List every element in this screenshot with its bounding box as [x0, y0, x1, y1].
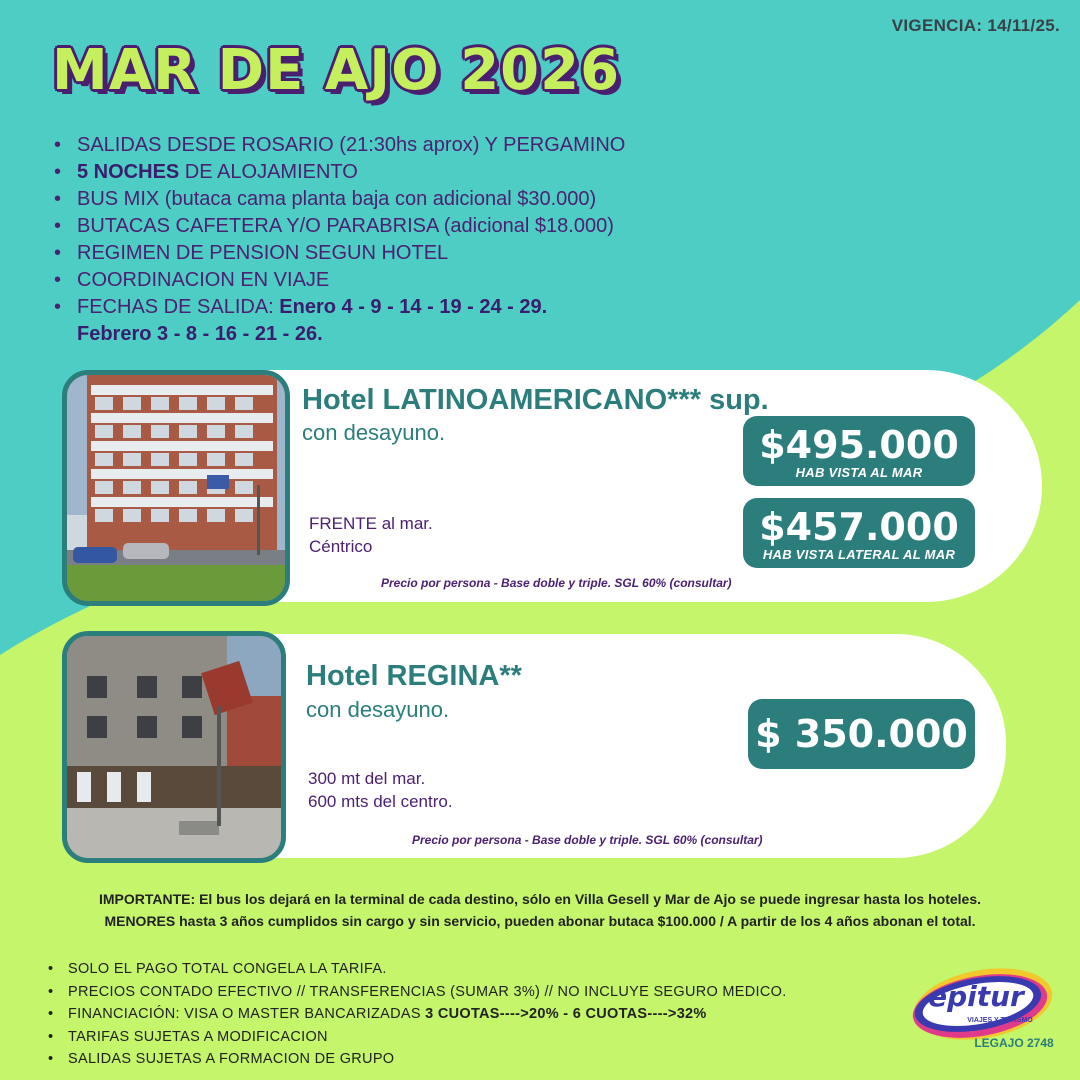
logo-graphic	[908, 962, 1058, 1058]
condition-item: • PRECIOS CONTADO EFECTIVO // TRANSFERENCIAS (SUMAR 3%) // NO INCLUYE SEGURO MEDICO.	[46, 981, 787, 1004]
price-badge	[748, 699, 975, 769]
hotel-photo-regina	[62, 631, 286, 863]
dates-february-line	[52, 321, 625, 348]
hotel-board: con desayuno.	[306, 697, 450, 722]
feature-item: • SALIDAS DESDE ROSARIO (21:30hs aprox) Y PERGAMINO	[52, 132, 625, 159]
logo-tagline: VIAJES Y TURISMO	[967, 1017, 1033, 1024]
price-badge-sea-view	[743, 416, 975, 486]
hotel-name: Hotel LATINOAMERICANO*** sup.	[302, 384, 769, 416]
logo-brand: epitur	[928, 980, 1024, 1013]
hotel-photo-latinoamericano	[62, 370, 290, 606]
page-title: MAR DE AJO 2026	[52, 38, 621, 103]
dates-february: Febrero 3 - 8 - 16 - 21 - 26.	[77, 323, 323, 345]
feature-item: • COORDINACION EN VIAJE	[52, 267, 625, 294]
feature-bold: 5 NOCHES	[77, 161, 180, 183]
condition-item: • SOLO EL PAGO TOTAL CONGELA LA TARIFA.	[46, 958, 787, 981]
validity-date: VIGENCIA: 14/11/25.	[891, 16, 1060, 35]
room-type-label: HAB VISTA LATERAL AL MAR	[762, 547, 956, 562]
features-list	[52, 132, 625, 348]
feature-item: • REGIMEN DE PENSION SEGUN HOTEL	[52, 240, 625, 267]
hotel-location: 300 mt del mar. 600 mts del centro.	[308, 769, 453, 811]
important-notice: IMPORTANTE: El bus los dejará en la terminal de cada destino, sólo en Villa Gesell y Mar de Ajo se puede ingresar hasta los hoteles. MENORES hasta 3 años cumplidos sin cargo y sin servicio, pueden abonar butaca $100.000 / A partir de los 4 años abonan el total.	[99, 891, 981, 929]
dates-january: Enero 4 - 9 - 14 - 19 - 24 - 29.	[279, 296, 548, 318]
condition-item: • SALIDAS SUJETAS A FORMACION DE GRUPO	[46, 1048, 787, 1071]
conditions-list	[46, 958, 787, 1071]
hotel-location: FRENTE al mar. Céntrico	[309, 514, 433, 556]
feature-item: • 5 NOCHES DE ALOJAMIENTO	[52, 159, 625, 186]
room-type-label: HAB VISTA AL MAR	[795, 465, 923, 480]
condition-item: • FINANCIACIÓN: VISA O MASTER BANCARIZADAS 3 CUOTAS---->20% - 6 CUOTAS---->32%	[46, 1003, 787, 1026]
building-image	[67, 375, 285, 601]
price-badge-side-sea-view	[743, 498, 975, 568]
price-note: Precio por persona - Base doble y triple. SGL 60% (consultar)	[412, 833, 763, 847]
price-amount: $ 350.000	[755, 712, 968, 756]
building-image	[67, 636, 281, 858]
feature-item-dates: • FECHAS DE SALIDA: Enero 4 - 9 - 14 - 19 - 24 - 29.	[52, 294, 625, 321]
feature-item: • BUTACAS CAFETERA Y/O PARABRISA (adicional $18.000)	[52, 213, 625, 240]
logo-legajo: LEGAJO 2748	[974, 1036, 1054, 1050]
condition-item: • TARIFAS SUJETAS A MODIFICACION	[46, 1026, 787, 1049]
price-amount: $495.000	[759, 423, 959, 467]
price-amount: $457.000	[759, 505, 959, 549]
hotel-board: con desayuno.	[302, 420, 446, 445]
price-note: Precio por persona - Base doble y triple. SGL 60% (consultar)	[381, 576, 732, 590]
hotel-name: Hotel REGINA**	[306, 660, 522, 692]
feature-item: • BUS MIX (butaca cama planta baja con adicional $30.000)	[52, 186, 625, 213]
epitur-logo	[908, 962, 1058, 1058]
installments-bold: 3 CUOTAS---->20% - 6 CUOTAS---->32%	[425, 1006, 707, 1022]
